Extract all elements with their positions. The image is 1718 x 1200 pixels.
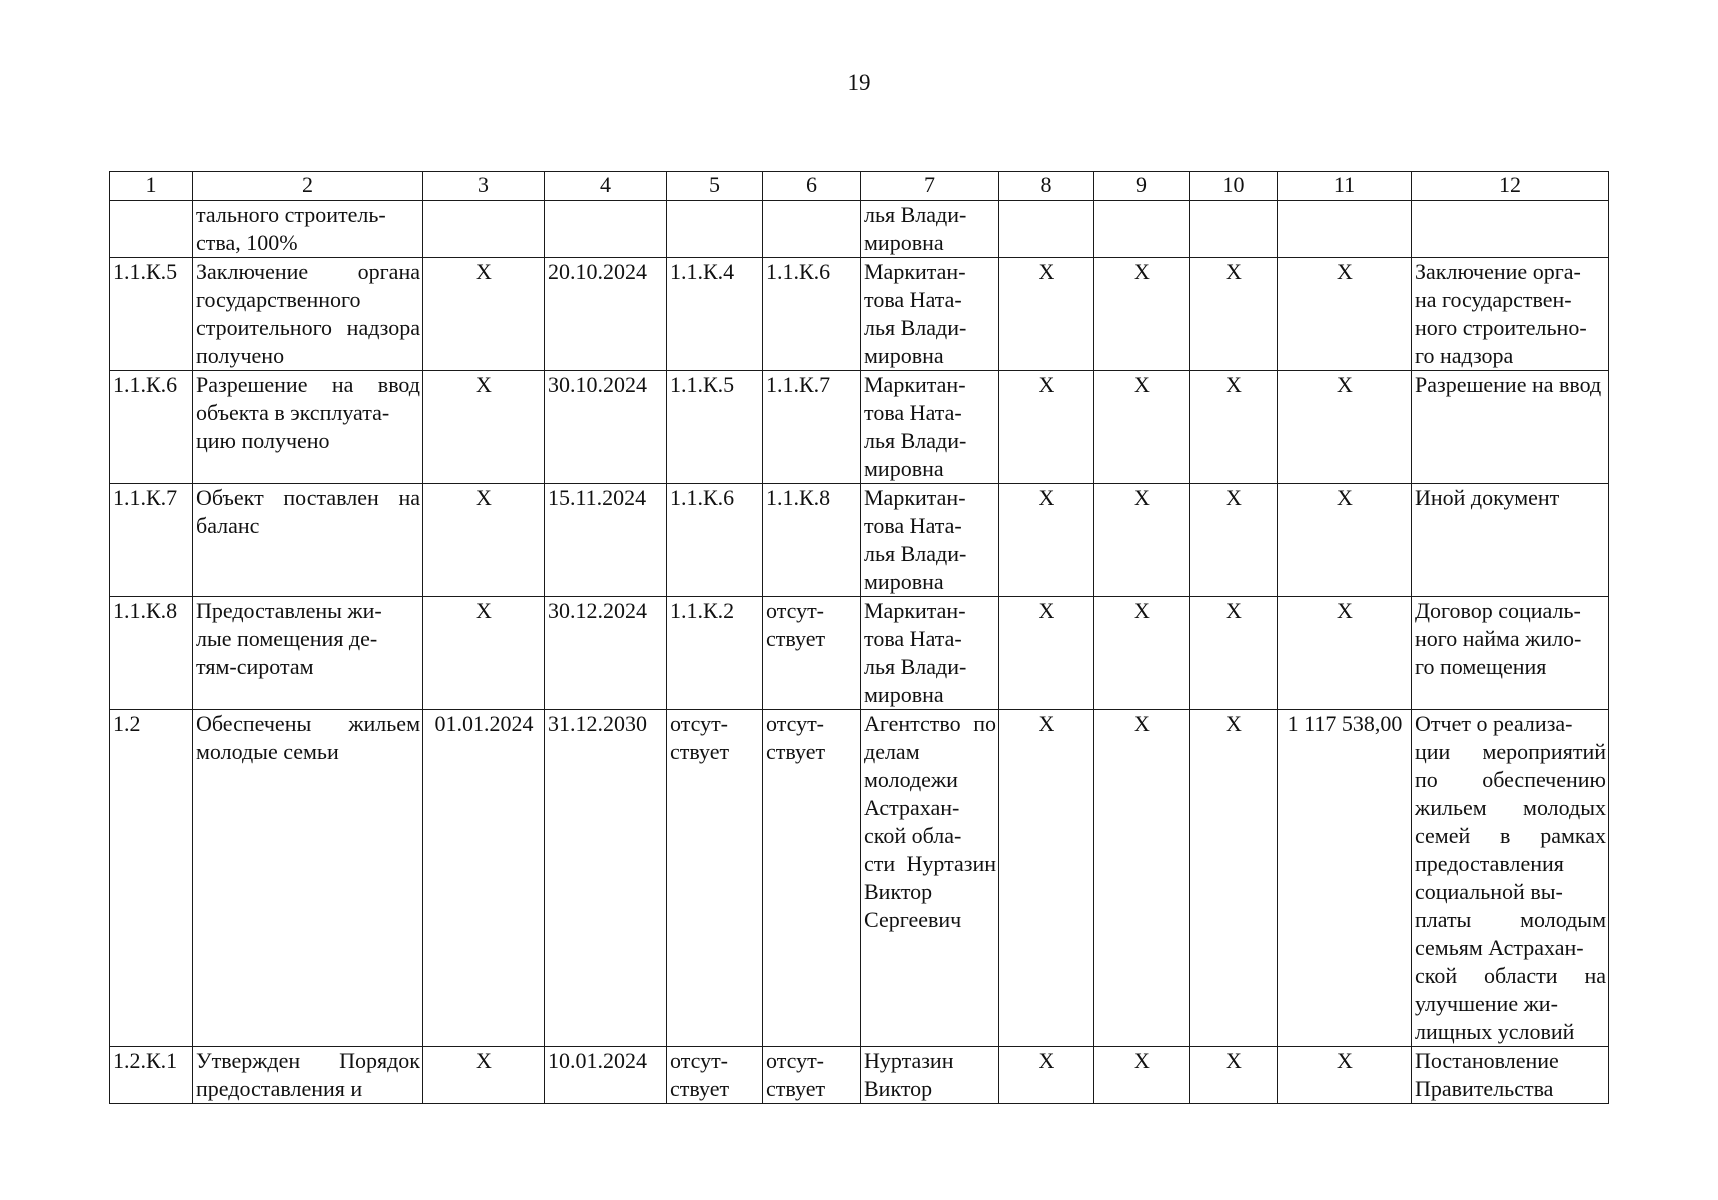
table-row — [110, 597, 1609, 710]
cell-col8: Х — [999, 597, 1094, 710]
column-header: 5 — [667, 172, 763, 201]
cell-col9: Х — [1094, 1047, 1190, 1104]
cell-col10: Х — [1190, 484, 1278, 597]
cell-col8 — [999, 201, 1094, 258]
cell-responsible: лья Влади- мировна — [861, 201, 999, 258]
cell-start-date: 01.01.2024 — [423, 710, 545, 1047]
cell-responsible: Маркитан- това Ната- лья Влади- мировна — [861, 484, 999, 597]
cell-code: 1.2 — [110, 710, 193, 1047]
cell-col10: Х — [1190, 258, 1278, 371]
cell-successor — [763, 201, 861, 258]
cell-predecessor — [667, 201, 763, 258]
column-header: 1 — [110, 172, 193, 201]
cell-document: Разрешение на ввод — [1412, 371, 1609, 484]
cell-col10: Х — [1190, 1047, 1278, 1104]
cell-code: 1.1.К.6 — [110, 371, 193, 484]
cell-name: тального строитель- ства, 100% — [193, 201, 423, 258]
cell-code: 1.2.К.1 — [110, 1047, 193, 1104]
cell-end-date: 31.12.2030 — [545, 710, 667, 1047]
cell-amount — [1278, 201, 1412, 258]
cell-responsible: Маркитан- това Ната- лья Влади- мировна — [861, 258, 999, 371]
column-header: 10 — [1190, 172, 1278, 201]
cell-name: Заключение органа государственного строительного надзора получено — [193, 258, 423, 371]
cell-document — [1412, 201, 1609, 258]
cell-col9: Х — [1094, 371, 1190, 484]
cell-col9 — [1094, 201, 1190, 258]
cell-code: 1.1.К.7 — [110, 484, 193, 597]
cell-amount: 1 117 538,00 — [1278, 710, 1412, 1047]
column-header: 6 — [763, 172, 861, 201]
cell-predecessor: 1.1.К.5 — [667, 371, 763, 484]
column-header: 2 — [193, 172, 423, 201]
cell-responsible: Маркитан- това Ната- лья Влади- мировна — [861, 597, 999, 710]
cell-col8: Х — [999, 371, 1094, 484]
cell-successor: отсут- ствует — [763, 710, 861, 1047]
table-row — [110, 201, 1609, 258]
cell-document: Договор социаль- ного найма жило- го помещения — [1412, 597, 1609, 710]
cell-amount: Х — [1278, 371, 1412, 484]
table-row — [110, 710, 1609, 1047]
cell-predecessor: 1.1.К.2 — [667, 597, 763, 710]
cell-successor: 1.1.К.8 — [763, 484, 861, 597]
cell-col9: Х — [1094, 258, 1190, 371]
cell-start-date: Х — [423, 597, 545, 710]
table-body — [110, 172, 1609, 1104]
cell-end-date: 30.12.2024 — [545, 597, 667, 710]
cell-col8: Х — [999, 258, 1094, 371]
cell-end-date — [545, 201, 667, 258]
cell-col10: Х — [1190, 371, 1278, 484]
cell-start-date — [423, 201, 545, 258]
cell-successor: отсут- ствует — [763, 597, 861, 710]
table-row — [110, 1047, 1609, 1104]
cell-col9: Х — [1094, 710, 1190, 1047]
cell-amount: Х — [1278, 597, 1412, 710]
cell-code: 1.1.К.5 — [110, 258, 193, 371]
cell-responsible: Маркитан- това Ната- лья Влади- мировна — [861, 371, 999, 484]
column-header: 12 — [1412, 172, 1609, 201]
cell-successor: 1.1.К.6 — [763, 258, 861, 371]
cell-start-date: Х — [423, 1047, 545, 1104]
cell-col9: Х — [1094, 484, 1190, 597]
cell-responsible: Нуртазин Виктор — [861, 1047, 999, 1104]
program-table — [109, 171, 1609, 1104]
column-header: 8 — [999, 172, 1094, 201]
cell-predecessor: отсут- ствует — [667, 1047, 763, 1104]
cell-predecessor: 1.1.К.4 — [667, 258, 763, 371]
cell-code: 1.1.К.8 — [110, 597, 193, 710]
cell-name: Утвержден Порядок предоставления и — [193, 1047, 423, 1104]
cell-end-date: 10.01.2024 — [545, 1047, 667, 1104]
cell-col10 — [1190, 201, 1278, 258]
cell-successor: 1.1.К.7 — [763, 371, 861, 484]
cell-col10: Х — [1190, 597, 1278, 710]
cell-amount: Х — [1278, 484, 1412, 597]
cell-start-date: Х — [423, 258, 545, 371]
page-number: 19 — [847, 70, 871, 95]
cell-document: Отчет о реализа- ции мероприятий по обеспечению жильем молодых семей в рамках предоставления социальной вы- платы молодым семьям Астрахан- ской области на улучшение жи- лищных условий — [1412, 710, 1609, 1047]
cell-code — [110, 201, 193, 258]
cell-end-date: 20.10.2024 — [545, 258, 667, 371]
cell-amount: Х — [1278, 1047, 1412, 1104]
cell-name: Предоставлены жи- лые помещения де- тям-сиротам — [193, 597, 423, 710]
cell-predecessor: отсут- ствует — [667, 710, 763, 1047]
cell-start-date: Х — [423, 371, 545, 484]
column-header: 11 — [1278, 172, 1412, 201]
column-header: 9 — [1094, 172, 1190, 201]
cell-col8: Х — [999, 1047, 1094, 1104]
cell-predecessor: 1.1.К.6 — [667, 484, 763, 597]
cell-document: Постановление Правительства — [1412, 1047, 1609, 1104]
cell-responsible: Агентство по делам молодежи Астрахан- ской обла- сти Нуртазин Виктор Сергеевич — [861, 710, 999, 1047]
table-row — [110, 371, 1609, 484]
cell-col8: Х — [999, 710, 1094, 1047]
cell-start-date: Х — [423, 484, 545, 597]
cell-col10: Х — [1190, 710, 1278, 1047]
cell-end-date: 15.11.2024 — [545, 484, 667, 597]
column-header: 3 — [423, 172, 545, 201]
cell-name: Разрешение на ввод объекта в эксплуата- цию получено — [193, 371, 423, 484]
cell-end-date: 30.10.2024 — [545, 371, 667, 484]
table-row — [110, 484, 1609, 597]
cell-col9: Х — [1094, 597, 1190, 710]
cell-document: Иной документ — [1412, 484, 1609, 597]
column-header: 7 — [861, 172, 999, 201]
cell-successor: отсут- ствует — [763, 1047, 861, 1104]
cell-col8: Х — [999, 484, 1094, 597]
table-row — [110, 258, 1609, 371]
cell-amount: Х — [1278, 258, 1412, 371]
cell-document: Заключение орга- на государствен- ного строительно- го надзора — [1412, 258, 1609, 371]
column-header: 4 — [545, 172, 667, 201]
cell-name: Объект поставлен на баланс — [193, 484, 423, 597]
cell-name: Обеспечены жильем молодые семьи — [193, 710, 423, 1047]
table-header-row — [110, 172, 1609, 201]
